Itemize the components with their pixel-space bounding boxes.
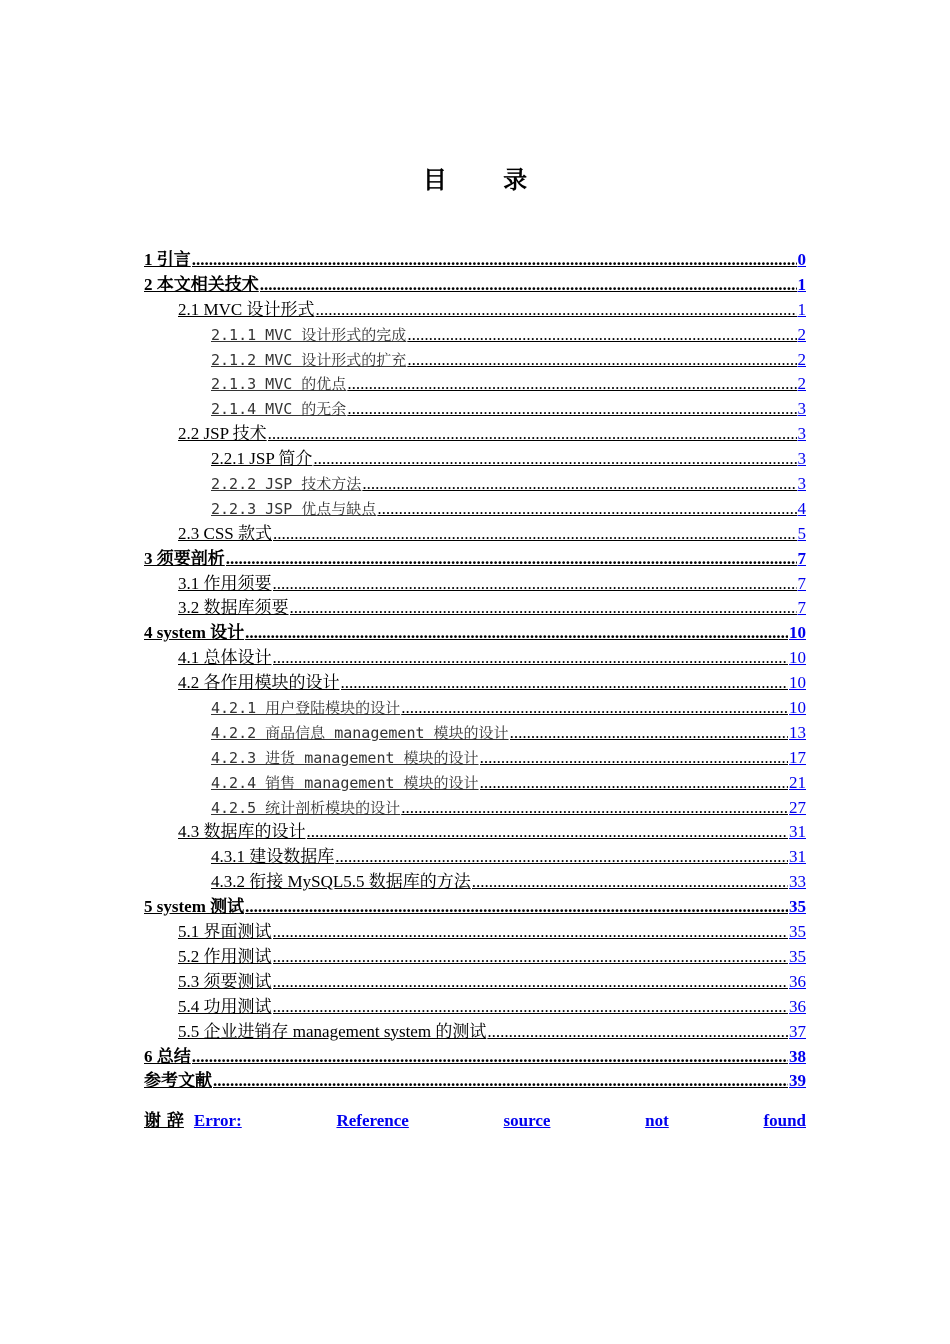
toc-dot-leader	[401, 796, 788, 821]
toc-entry-label: 4.2.4 销售 management 模块的设计	[211, 773, 479, 792]
toc-entry[interactable]	[144, 696, 806, 721]
toc-page-number[interactable]: 10	[789, 698, 806, 718]
toc-dot-leader	[480, 771, 788, 796]
toc-page-number[interactable]: 21	[789, 772, 806, 792]
toc-entry[interactable]	[144, 845, 806, 870]
toc-dot-leader	[192, 248, 797, 273]
toc-page-number[interactable]: 2	[797, 374, 806, 394]
toc-entry[interactable]	[144, 870, 806, 895]
toc-dot-leader	[213, 1069, 788, 1094]
toc-entry-label: 2.2.3 JSP 优点与缺点	[211, 499, 377, 518]
toc-entry[interactable]	[144, 771, 806, 796]
toc-entry-label: 2.1.3 MVC 的优点	[211, 375, 347, 394]
toc-dot-leader	[192, 1045, 788, 1070]
toc-entry-label: 4 system 设计	[144, 623, 245, 643]
toc-page-number[interactable]: 10	[789, 648, 806, 668]
toc-page-number[interactable]: 1	[797, 274, 806, 294]
error-word: source	[503, 1111, 551, 1130]
toc-dot-leader	[226, 547, 797, 572]
toc-dot-leader	[335, 845, 788, 870]
toc-entry-label: 4.2.5 统计剖析模块的设计	[211, 798, 401, 817]
acknowledgement-entry[interactable]	[144, 1106, 806, 1132]
toc-dot-leader	[315, 298, 796, 323]
toc-dot-leader	[510, 721, 788, 746]
toc-entry-label: 4.1 总体设计	[178, 648, 272, 668]
toc-dot-leader	[245, 895, 788, 920]
toc-page-number[interactable]: 3	[797, 399, 806, 419]
acknowledgement-label: 谢 辞	[144, 1111, 184, 1131]
toc-dot-leader	[362, 472, 796, 497]
toc-page-number[interactable]: 36	[789, 996, 806, 1016]
toc-entry[interactable]	[144, 1045, 806, 1070]
toc-page-number[interactable]: 31	[789, 822, 806, 842]
toc-entry[interactable]	[144, 422, 806, 447]
toc-entry-label: 4.2 各作用模块的设计	[178, 673, 340, 693]
toc-entry[interactable]	[144, 472, 806, 497]
toc-page-number[interactable]: 10	[789, 623, 806, 643]
toc-page-number[interactable]: 35	[789, 922, 806, 942]
toc-entry[interactable]	[144, 596, 806, 621]
toc-page-number[interactable]: 38	[789, 1046, 806, 1066]
toc-dot-leader	[273, 945, 789, 970]
toc-title: 目 录	[422, 166, 552, 194]
toc-entry-label: 6 总结	[144, 1046, 191, 1066]
toc-dot-leader	[273, 970, 789, 995]
toc-entry[interactable]	[144, 746, 806, 771]
toc-entry[interactable]	[144, 820, 806, 845]
toc-dot-leader	[260, 273, 797, 298]
toc-entry[interactable]	[144, 621, 806, 646]
toc-dot-leader	[268, 422, 797, 447]
toc-entry[interactable]	[144, 348, 806, 373]
toc-dot-leader	[307, 820, 789, 845]
error-word: Reference	[336, 1111, 409, 1130]
toc-page-number[interactable]: 13	[789, 722, 806, 742]
toc-entry-label: 2.2.2 JSP 技术方法	[211, 475, 362, 494]
toc-entry[interactable]	[144, 298, 806, 323]
error-word: Error:	[193, 1111, 242, 1130]
toc-entry-label: 5.3 须要测试	[178, 971, 272, 991]
toc-dot-leader	[407, 323, 796, 348]
toc-entry-label: 4.2.1 用户登陆模块的设计	[211, 699, 401, 718]
toc-dot-leader	[341, 671, 789, 696]
toc-entry[interactable]	[144, 671, 806, 696]
toc-entry-label: 4.2.3 进货 management 模块的设计	[211, 748, 479, 767]
toc-dot-leader	[273, 995, 789, 1020]
toc-dot-leader	[273, 920, 789, 945]
toc-page-number[interactable]: 7	[797, 548, 806, 568]
toc-entry[interactable]	[144, 497, 806, 522]
toc-entry[interactable]	[144, 323, 806, 348]
toc-page-number[interactable]: 39	[789, 1071, 806, 1091]
toc-page-number[interactable]: 1	[797, 299, 806, 319]
toc-dot-leader	[401, 696, 788, 721]
table-of-contents	[144, 248, 806, 1094]
toc-entry[interactable]	[144, 970, 806, 995]
toc-entry[interactable]	[144, 1069, 806, 1094]
toc-entry-label: 2.1.1 MVC 设计形式的完成	[211, 325, 407, 344]
toc-entry-label: 3.2 数据库须要	[178, 598, 289, 618]
toc-dot-leader	[245, 621, 788, 646]
error-word: found	[763, 1111, 806, 1130]
toc-dot-leader	[487, 1020, 788, 1045]
toc-page-number[interactable]: 2	[797, 324, 806, 344]
toc-entry-label: 3 须要剖析	[144, 548, 225, 568]
toc-entry-label: 1 引言	[144, 250, 191, 269]
toc-entry-label: 5.1 界面测试	[178, 922, 272, 942]
reference-error-text[interactable]	[194, 1111, 806, 1131]
toc-entry[interactable]	[144, 796, 806, 821]
toc-dot-leader	[273, 522, 797, 547]
toc-dot-leader	[480, 746, 788, 771]
toc-page-number[interactable]: 2	[797, 349, 806, 369]
toc-dot-leader	[313, 447, 796, 472]
toc-entry[interactable]	[144, 273, 806, 298]
toc-page-number[interactable]: 0	[797, 250, 806, 269]
toc-page-number[interactable]: 35	[789, 897, 806, 917]
toc-page-number[interactable]: 27	[789, 797, 806, 817]
toc-entry[interactable]	[144, 995, 806, 1020]
toc-entry[interactable]	[144, 572, 806, 597]
toc-entry[interactable]	[144, 920, 806, 945]
toc-entry-label: 4.3.1 建设数据库	[211, 847, 335, 867]
toc-page-number[interactable]: 35	[789, 946, 806, 966]
toc-entry-label: 5.2 作用测试	[178, 946, 272, 966]
toc-entry[interactable]	[144, 547, 806, 572]
toc-dot-leader	[290, 596, 797, 621]
toc-entry-label: 2.2.1 JSP 简介	[211, 449, 313, 469]
toc-entry-label: 2.3 CSS 款式	[178, 523, 272, 543]
toc-entry-label: 2.1.4 MVC 的无余	[211, 400, 347, 419]
toc-page-number[interactable]: 31	[789, 847, 806, 867]
toc-dot-leader	[377, 497, 796, 522]
toc-page-number[interactable]: 3	[797, 449, 806, 469]
toc-dot-leader	[273, 572, 797, 597]
toc-page-number[interactable]: 33	[789, 872, 806, 892]
toc-entry-label: 2.2 JSP 技术	[178, 424, 267, 444]
toc-page-number[interactable]: 10	[789, 673, 806, 693]
toc-entry-label: 4.2.2 商品信息 management 模块的设计	[211, 723, 509, 742]
toc-page-number[interactable]: 7	[797, 598, 806, 618]
toc-entry-label: 4.3 数据库的设计	[178, 822, 306, 842]
toc-entry[interactable]	[144, 447, 806, 472]
error-word: not	[645, 1111, 669, 1130]
toc-page-number[interactable]: 7	[797, 573, 806, 593]
toc-page-number[interactable]: 4	[797, 498, 806, 518]
toc-entry-label: 5.4 功用测试	[178, 996, 272, 1016]
toc-dot-leader	[472, 870, 788, 895]
toc-dot-leader	[273, 646, 789, 671]
toc-entry-label: 4.3.2 衔接 MySQL5.5 数据库的方法	[211, 872, 471, 892]
toc-entry[interactable]	[144, 397, 806, 422]
toc-entry-label: 2.1.2 MVC 设计形式的扩充	[211, 350, 407, 369]
toc-entry[interactable]	[144, 721, 806, 746]
toc-page-number[interactable]: 3	[797, 474, 806, 494]
toc-entry[interactable]	[144, 372, 806, 397]
toc-entry[interactable]	[144, 248, 806, 273]
toc-entry-label: 5.5 企业进销存 management system 的测试	[178, 1021, 487, 1041]
toc-entry-label: 2 本文相关技术	[144, 274, 259, 294]
toc-page-number[interactable]: 5	[797, 523, 806, 543]
toc-page-number[interactable]: 3	[797, 424, 806, 444]
toc-dot-leader	[347, 372, 796, 397]
toc-entry[interactable]	[144, 895, 806, 920]
toc-dot-leader	[407, 348, 796, 373]
toc-entry-label: 3.1 作用须要	[178, 573, 272, 593]
toc-page-number[interactable]: 17	[789, 747, 806, 767]
toc-entry[interactable]	[144, 646, 806, 671]
toc-entry-label: 5 system 测试	[144, 897, 245, 917]
toc-entry[interactable]	[144, 522, 806, 547]
toc-dot-leader	[347, 397, 796, 422]
toc-entry[interactable]	[144, 945, 806, 970]
toc-entry-label: 参考文献	[144, 1071, 212, 1091]
toc-entry-label: 2.1 MVC 设计形式	[178, 299, 315, 319]
toc-entry[interactable]	[144, 1020, 806, 1045]
toc-page-number[interactable]: 36	[789, 971, 806, 991]
toc-page-number[interactable]: 37	[789, 1021, 806, 1041]
